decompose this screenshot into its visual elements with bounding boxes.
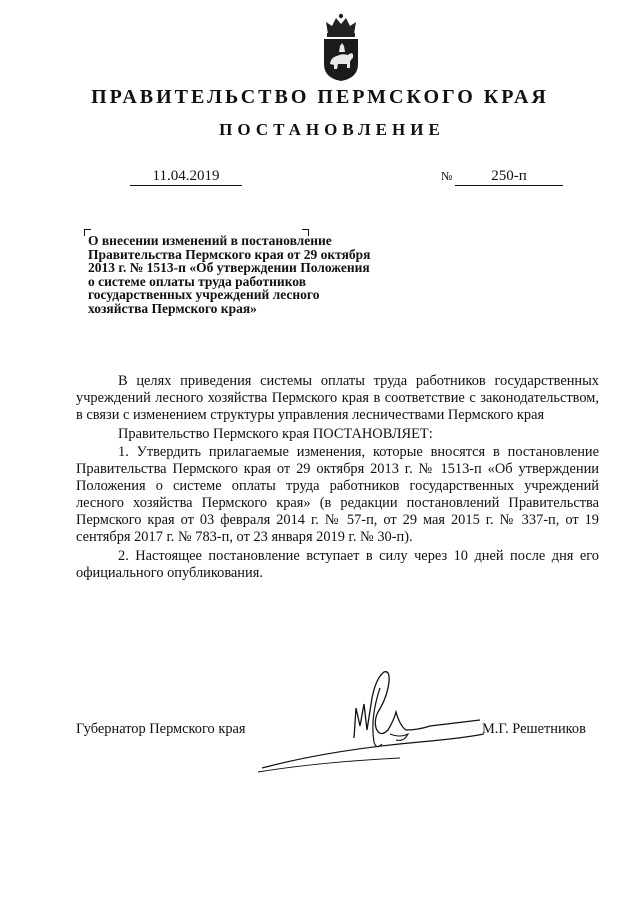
signer-name: М.Г. Решетников [482,721,586,737]
number-sign: № [441,169,453,183]
subject-line: хозяйства Пермского края» [88,300,257,316]
decree-body [76,373,599,583]
document-type-title: ПОСТАНОВЛЕНИЕ [219,120,445,139]
item-1-paragraph: 1. Утвердить прилагаемые изменения, которые вносятся в постановление Правительства Пермского края от 29 октября 2013 г. № 1513-п «Об утверждении Положения о системе оплаты труда работников государственных учреждений лесного хозяйства Пермского края» (в редакции постановлений Правительства Пермского края от 03 февраля 2014 г. № 57-п, от 29 мая 2015 г. № 337-п, от 19 сентября 2017 г. № 783-п, от 23 января 2019 г. № 30-п). [76,444,599,545]
subject-line: Правительства Пермского края от 29 октября [88,246,371,262]
resolve-paragraph: Правительство Пермского края ПОСТАНОВЛЯЕТ: [118,425,433,442]
subject-line: государственных учреждений лесного [88,287,320,302]
handwritten-signature-icon [250,668,490,778]
decree-date: 11.04.2019 [130,167,242,186]
subject-line: 2013 г. № 1513-п «Об утверждении Положения [88,260,370,275]
item-2-paragraph: 2. Настоящее постановление вступает в силу через 10 дней после дня его официального опубликования. [76,547,599,581]
signer-position: Губернатор Пермского края [76,721,246,737]
decree-subject [88,234,418,315]
decree-number: 250-п [455,167,563,186]
subject-line: о системе оплаты труда работников [88,273,306,289]
preamble-paragraph: В целях приведения системы оплаты труда работников государственных учреждений лесного хозяйства Пермского края в соответствие с законодательством, в связи с изменением структуры управления лесничествами Пермского края [76,373,599,423]
government-title: ПРАВИТЕЛЬСТВО ПЕРМСКОГО КРАЯ [91,86,549,108]
perm-krai-coat-of-arms-icon [318,12,364,82]
subject-line: О внесении изменений в постановление [88,233,332,248]
